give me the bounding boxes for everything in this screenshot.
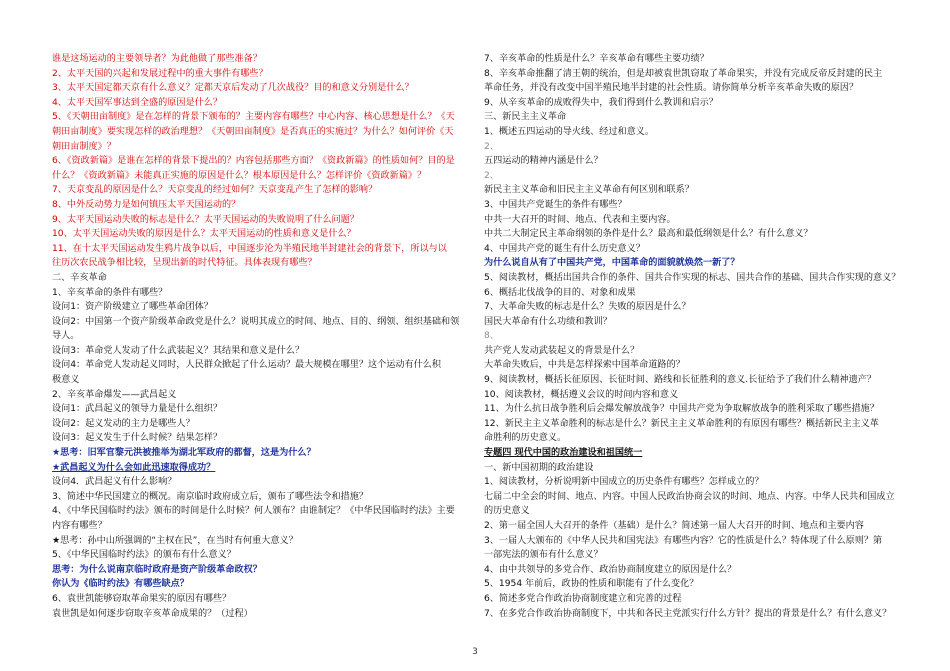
text-line: 为什么说自从有了中国共产党，中国革命的面貌就焕然一新了？ [484, 258, 740, 269]
left-column [52, 52, 470, 621]
text-line: 共产党人发动武装起义的背景是什么？ [484, 345, 640, 356]
text-line: 4、由中共领导的多党合作、政治协商制度建立的原因是什么？ [484, 564, 737, 575]
text-line: 设问3：革命党人发动了什么武装起义？其结果和意义是什么？ [52, 345, 305, 356]
text-line: 朝田亩制度》？ [52, 141, 116, 152]
text-line: ★思考：旧军官黎元洪被推举为湖北军政府的都督，这是为什么？ [52, 448, 316, 459]
text-line: 10、阅读教材，概括遵义会议的时间内容和意义 [484, 389, 679, 400]
text-line: 6、《资政新篇》是谁在怎样的背景下提出的？内容包括那些方面？《资政新篇》的性质如何？目的是 [52, 156, 455, 167]
text-line: 11、为什么抗日战争胜利后会爆发解放战争？中国共产党为争取解放战争的胜利采取了哪些措施？ [484, 404, 879, 415]
text-line: 革命任务，并没有改变中国半殖民地半封建的社会性质。请你简单分析辛亥革命失败的原因？ [484, 83, 859, 94]
text-line: ★思考：孙中山所强调的“主权在民”，在当时有何重大意义？ [52, 535, 298, 546]
text-line: 8、中外反动势力是如何镇压太平天国运动的？ [52, 199, 241, 210]
text-line: 2、辛亥革命爆发——武昌起义 [52, 389, 177, 400]
text-line: 导人。 [52, 331, 80, 342]
text-line: 设问4：革命党人发动起义同时，人民群众掀起了什么运动？最大规模在哪里？这个运动有什么积 [52, 360, 442, 371]
text-line: 3、简述中华民国建立的概况。南京临时政府成立后，颁布了哪些法令和措施？ [52, 491, 369, 502]
text-line: 思考：为什么说南京临时政府是资产阶级革命政权？ [52, 564, 262, 575]
text-line: 5、阅读教材，概括出国共合作的条件、国共合作实现的标志、国共合作的基础、国共合作实现的意义？ [484, 272, 901, 283]
text-line: 国民大革命有什么功绩和教训？ [484, 316, 612, 327]
text-line: 11、在十太平天国运动发生鸦片战争以后，中国逐步沦为半殖民地半封建社会的背景下，所以与以 [52, 243, 447, 254]
page-number: 3 [472, 647, 478, 657]
text-line: 极意义 [52, 375, 80, 386]
text-line: 五四运动的精神内涵是什么？ [484, 156, 603, 167]
text-line: 9、阅读教材，概括长征原因、长征时间、路线和长征胜利的意义.长征给予了我们什么精神遗产？ [484, 375, 876, 386]
text-line: 9、太平天国运动失败的标志是什么？太平天国运动的失败说明了什么问题？ [52, 214, 359, 225]
text-line: 2、太平天国的兴起和发展过程中的重大事件有哪些？ [52, 68, 268, 79]
text-line: 一、新中国初期的政治建设 [484, 462, 594, 473]
text-line: 6、概括北伐战争的目的、对象和成果 [484, 287, 636, 298]
text-line: 一部宪法的颁布有什么意义？ [484, 550, 603, 561]
text-line: 5、《中华民国临时约法》的颁布有什么意义？ [52, 550, 236, 561]
text-line: 7、天京变乱的原因是什么？天京变乱的经过如何？天京变乱产生了怎样的影响？ [52, 185, 378, 196]
text-line: 专题四 现代中国的政治建设和祖国统一 [484, 448, 643, 459]
text-line: 大革命失败后，中共是怎样探索中国革命道路的？ [484, 360, 685, 371]
text-line: 3、中国共产党诞生的条件有哪些？ [484, 199, 627, 210]
text-line: 什么？《资政新篇》未能真正实施的原因是什么？根本原因是什么？怎样评价《资政新篇》？ [52, 170, 427, 181]
text-line: 新民主主义革命和旧民主主义革命有何区别和联系？ [484, 185, 694, 196]
text-line: 朝田亩制度》要实现怎样的政治理想？《天朝田亩制度》是否真正的实施过？为什么？如何评价《天 [52, 126, 454, 137]
text-line: 2、第一届全国人大召开的条件（基础）是什么？简述第一届人大召开的时间、地点和主要内容 [484, 521, 864, 531]
text-line: 2、 [484, 170, 499, 181]
text-line: 7、辛亥革命的性质是什么？辛亥革命有哪些主要功绩？ [484, 54, 709, 64]
text-line: 谁是这场运动的主要领导者？为此他做了那些准备？ [52, 54, 262, 64]
text-line: 10、太平天国运动失败的原因是什么？太平天国运动的性质和意义是什么？ [52, 229, 356, 240]
text-line: 你认为《临时约法》有哪些缺点？ [52, 579, 189, 590]
text-line: 命胜利的历史意义。 [484, 433, 567, 444]
text-line: 1、阅读教材，分析说明新中国成立的历史条件有哪些？怎样成立的？ [484, 477, 764, 488]
text-line: ★武昌起义为什么会如此迅速取得成功？ [52, 462, 216, 473]
text-line: 5、《天朝田亩制度》是在怎样的背景下颁布的？主要内容有哪些？中心内容、核心思想是什么？《天 [52, 112, 455, 123]
text-line: 7、在多党合作政治协商制度下，中共和各民主党派实行什么方针？提出的背景是什么？有什么意义？ [484, 608, 892, 619]
text-line: 袁世凯是如何逐步窃取辛亥革命成果的？（过程） [52, 608, 253, 619]
text-line: 3、太平天国定都天京有什么意义？定都天京后发动了几次战役？目的和意义分别是什么？ [52, 83, 414, 94]
text-line: 往历次农民战争相比较，呈现出新的时代特征。具体表现有哪些？ [52, 258, 317, 269]
text-line: 中共二大制定民主革命纲领的条件是什么？最高和最低纲领是什么？有什么意义？ [484, 229, 813, 240]
text-line: 设问2：中国第一个资产阶级革命政党是什么？说明其成立的时间、地点、目的、纲领、组织基础和领 [52, 316, 460, 327]
text-line: 设问2：起义发动的主力是哪些人？ [52, 418, 195, 429]
text-line: 设问4．武昌起义有什么影响？ [52, 477, 177, 488]
text-line: 12、新民主主义革命胜利的标志是什么？新民主主义革命胜利的有原因有哪些？概括新民主主义革 [484, 418, 879, 429]
text-line: 4、太平天国军事达到全盛的原因是什么？ [52, 97, 223, 108]
text-line: 6、简述多党合作政治协商制度建立和完善的过程 [484, 593, 682, 604]
text-line: 8、辛亥革命推翻了清王朝的统治，但是却被袁世凯窃取了革命果实，并没有完成反帝反封建的民主 [484, 68, 883, 79]
text-line: 设问3：起义发生于什么时候？结果怎样？ [52, 433, 223, 444]
text-line: 2、 [484, 141, 499, 152]
text-line: 设问1：资产阶级建立了哪些革命团体？ [52, 302, 213, 313]
text-line: 三、新民主主义革命 [484, 112, 567, 123]
text-line: 设问1：武昌起义的领导力量是什么组织？ [52, 404, 223, 415]
text-line: 4、中国共产党的诞生有什么历史意义？ [484, 243, 645, 254]
text-line: 的历史意义 [484, 506, 530, 517]
text-line: 9、从辛亥革命的成败得失中，我们得到什么教训和启示？ [484, 97, 718, 108]
text-line: 内容有哪些？ [52, 521, 107, 531]
text-line: 5、1954 年前后，政协的性质和职能有了什么变化？ [484, 579, 699, 590]
text-line: 中共一大召开的时间、地点、代表和主要内容。 [484, 214, 676, 225]
text-line: 3、一届人大颁布的《中华人民共和国宪法》有哪些内容？它的性质是什么？特体现了什么原则？第 [484, 535, 883, 546]
text-line: 二、辛亥革命 [52, 272, 107, 283]
text-line: 七届二中全会的时间、地点、内容。中国人民政治协商会议的时间、地点、内容。中华人民共和国成立 [484, 491, 895, 502]
text-line: 1、概述五四运动的导火线、经过和意义。 [484, 126, 655, 137]
text-line: 1、辛亥革命的条件有哪些？ [52, 287, 168, 298]
text-line: 6、袁世凯能够窃取革命果实的原因有哪些？ [52, 593, 232, 604]
right-column [484, 52, 902, 621]
text-line: 7、大革命失败的标志是什么？失败的原因是什么？ [484, 302, 691, 313]
text-line: 8、 [484, 331, 499, 342]
text-line: 4、《中华民国临时约法》颁布的时间是什么时候？何人颁布？由谁制定？《中华民国临时约法》主要 [52, 506, 455, 517]
